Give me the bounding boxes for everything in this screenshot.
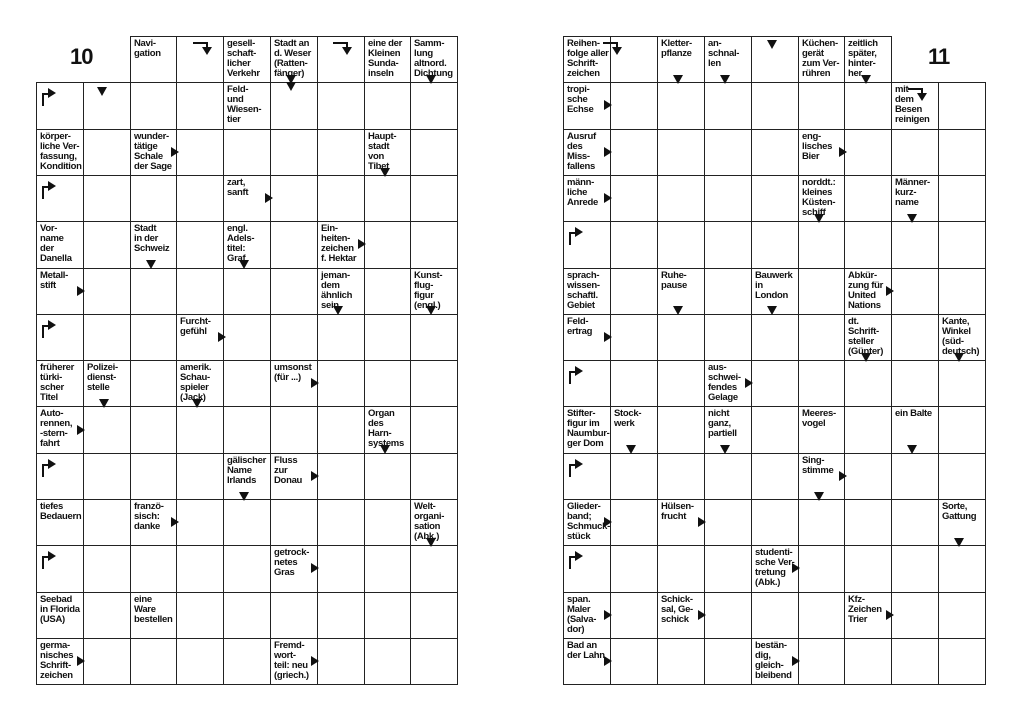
clue-cell: eine Ware bestellen [130, 592, 177, 639]
answer-cell[interactable] [657, 221, 705, 269]
arrow-right-icon [604, 610, 612, 620]
clue-cell: getrock- netes Gras [270, 545, 318, 593]
page-number-left: 10 [70, 44, 93, 69]
clue-cell: germa- nisches Schrift- zeichen [36, 638, 84, 685]
answer-cell[interactable] [798, 499, 845, 546]
answer-cell[interactable] [223, 592, 271, 639]
clue-cell: mit dem Besen reinigen [891, 82, 939, 130]
answer-cell[interactable] [798, 592, 845, 639]
answer-cell[interactable] [704, 129, 752, 176]
answer-cell[interactable] [891, 499, 939, 546]
answer-cell[interactable] [130, 268, 177, 315]
arrow-down-icon [954, 538, 964, 547]
arrow-right-icon [604, 147, 612, 157]
arrow-right-icon [886, 286, 894, 296]
answer-cell[interactable] [176, 129, 224, 176]
answer-cell[interactable] [410, 82, 458, 130]
clue-cell: bestän- dig, gleich- bleibend [751, 638, 799, 685]
answer-cell[interactable] [844, 82, 892, 130]
clue-cell: Hülsen- frucht [657, 499, 705, 546]
arrow-right-icon [311, 656, 319, 666]
answer-cell[interactable] [223, 268, 271, 315]
arrow-down-icon [97, 87, 107, 96]
clue-cell: eine der Kleinen Sunda- inseln [364, 36, 411, 83]
answer-cell[interactable] [130, 453, 177, 500]
clue-cell: Furcht- gefühl [176, 314, 224, 361]
arrow-right-icon [311, 471, 319, 481]
page-number-right: 11 [928, 44, 950, 69]
answer-cell[interactable] [657, 82, 705, 130]
answer-cell[interactable] [83, 221, 131, 269]
arrow-right-icon [265, 193, 273, 203]
answer-cell[interactable] [938, 129, 986, 176]
clue-cell: ein Balte [891, 406, 939, 454]
answer-cell[interactable] [751, 406, 799, 454]
answer-cell[interactable] [176, 406, 224, 454]
answer-cell[interactable] [130, 314, 177, 361]
arrow-down-icon [720, 445, 730, 454]
clue-cell: Samm- lung altnord. Dichtung [410, 36, 458, 83]
answer-cell[interactable] [657, 545, 705, 593]
answer-cell[interactable] [938, 592, 986, 639]
answer-cell[interactable] [610, 360, 658, 407]
answer-cell[interactable] [36, 545, 84, 593]
answer-cell[interactable] [610, 175, 658, 222]
arrow-right-icon [604, 656, 612, 666]
clue-cell: Ausruf des Miss- fallens [563, 129, 611, 176]
answer-cell[interactable] [844, 638, 892, 685]
answer-cell[interactable] [704, 175, 752, 222]
clue-cell: männ- liche Anrede [563, 175, 611, 222]
answer-cell[interactable] [36, 82, 84, 130]
answer-cell[interactable] [704, 314, 752, 361]
arrow-right-icon [745, 378, 753, 388]
answer-cell[interactable] [938, 82, 986, 130]
arrow-down-icon [99, 399, 109, 408]
clue-cell: norddt.: kleines Küsten- schiff [798, 175, 845, 222]
answer-cell[interactable] [657, 129, 705, 176]
answer-cell[interactable] [657, 453, 705, 500]
arrow-down-icon [814, 492, 824, 501]
answer-cell[interactable] [657, 360, 705, 407]
arrow-right-icon [77, 425, 85, 435]
answer-cell[interactable] [891, 545, 939, 593]
arrow-down-icon [814, 214, 824, 223]
arrow-right-icon [792, 656, 800, 666]
answer-cell[interactable] [704, 592, 752, 639]
answer-cell[interactable] [410, 545, 458, 593]
clue-cell: Haupt- stadt von Tibet [364, 129, 411, 176]
clue-cell: früherer türki- scher Titel [36, 360, 84, 407]
arrow-down-icon [861, 75, 871, 84]
answer-cell[interactable] [938, 268, 986, 315]
answer-cell[interactable] [657, 175, 705, 222]
arrow-down-icon [333, 306, 343, 315]
answer-cell[interactable] [176, 268, 224, 315]
answer-cell[interactable] [223, 360, 271, 407]
arrow-down-icon [673, 75, 683, 84]
clue-cell: Stadt in der Schweiz [130, 221, 177, 269]
clue-cell: Fluss zur Donau [270, 453, 318, 500]
answer-cell[interactable] [563, 545, 611, 593]
answer-cell[interactable] [798, 221, 845, 269]
answer-cell[interactable] [270, 592, 318, 639]
answer-cell[interactable] [891, 129, 939, 176]
answer-cell[interactable] [798, 638, 845, 685]
answer-cell[interactable] [798, 82, 845, 130]
answer-cell[interactable] [176, 221, 224, 269]
answer-cell[interactable] [364, 638, 411, 685]
answer-cell[interactable] [610, 592, 658, 639]
arrow-down-icon [239, 260, 249, 269]
answer-cell[interactable] [130, 638, 177, 685]
answer-cell[interactable] [844, 453, 892, 500]
clue-cell: Bad an der Lahn [563, 638, 611, 685]
answer-cell[interactable] [83, 499, 131, 546]
answer-cell[interactable] [364, 314, 411, 361]
clue-cell: umsonst (für ...) [270, 360, 318, 407]
answer-cell[interactable] [610, 82, 658, 130]
arrow-right-icon [698, 610, 706, 620]
arrow-right-icon [886, 610, 894, 620]
arrow-down-icon [426, 75, 436, 84]
clue-cell: Glieder- band; Schmuck- stück [563, 499, 611, 546]
answer-cell[interactable] [317, 175, 365, 222]
clue-cell: körper- liche Ver- fassung, Kondition [36, 129, 84, 176]
clue-cell: Reihen- folge aller Schrift- zeichen [563, 36, 611, 83]
answer-cell[interactable] [317, 592, 365, 639]
answer-cell[interactable] [176, 638, 224, 685]
clue-cell: Polizei- dienst- stelle [83, 360, 131, 407]
answer-cell[interactable] [844, 221, 892, 269]
answer-cell[interactable] [364, 453, 411, 500]
answer-cell[interactable] [223, 499, 271, 546]
clue-cell: Bauwerk in London [751, 268, 799, 315]
answer-cell[interactable] [657, 406, 705, 454]
answer-cell[interactable] [83, 453, 131, 500]
clue-cell: tropi- sche Echse [563, 82, 611, 130]
arrow-right-icon [839, 471, 847, 481]
answer-cell[interactable] [270, 175, 318, 222]
answer-cell[interactable] [610, 499, 658, 546]
answer-cell[interactable] [130, 360, 177, 407]
answer-cell[interactable] [704, 499, 752, 546]
clue-cell: nicht ganz, partiell [704, 406, 752, 454]
clue-cell: zeitlich später, hinter- her [844, 36, 892, 83]
answer-cell[interactable] [176, 499, 224, 546]
answer-cell[interactable] [938, 360, 986, 407]
answer-cell[interactable] [317, 129, 365, 176]
clue-cell: sprach- wissen- schaftl. Gebiet [563, 268, 611, 315]
arrow-down-icon [192, 399, 202, 408]
arrow-right-icon [171, 517, 179, 527]
arrow-right-icon [604, 193, 612, 203]
answer-cell[interactable] [844, 175, 892, 222]
answer-cell[interactable] [751, 592, 799, 639]
answer-cell[interactable] [130, 82, 177, 130]
answer-cell[interactable] [364, 499, 411, 546]
answer-cell[interactable] [751, 360, 799, 407]
answer-cell[interactable] [317, 638, 365, 685]
clue-cell: Stock- werk [610, 406, 658, 454]
answer-cell[interactable] [364, 175, 411, 222]
answer-cell[interactable] [270, 314, 318, 361]
answer-cell[interactable] [704, 221, 752, 269]
answer-cell[interactable] [317, 545, 365, 593]
arrow-down-icon [767, 306, 777, 315]
clue-cell: Stadt an d. Weser (Ratten- fänger) [270, 36, 318, 83]
answer-cell[interactable] [844, 360, 892, 407]
answer-cell[interactable] [83, 592, 131, 639]
answer-cell[interactable] [83, 129, 131, 176]
answer-cell[interactable] [751, 129, 799, 176]
answer-cell[interactable] [751, 314, 799, 361]
arrow-right-icon [839, 147, 847, 157]
answer-cell[interactable] [364, 82, 411, 130]
answer-cell[interactable] [798, 545, 845, 593]
answer-cell[interactable] [270, 406, 318, 454]
answer-cell[interactable] [176, 545, 224, 593]
answer-cell[interactable] [176, 592, 224, 639]
answer-cell[interactable] [223, 129, 271, 176]
clue-cell: zart, sanft [223, 175, 271, 222]
clue-cell: Küchen- gerät zum Ver- rühren [798, 36, 845, 83]
arrow-down-icon [146, 260, 156, 269]
answer-cell[interactable] [176, 453, 224, 500]
answer-cell[interactable] [610, 453, 658, 500]
answer-cell[interactable] [364, 545, 411, 593]
arrow-right-icon [358, 239, 366, 249]
answer-cell[interactable] [844, 499, 892, 546]
answer-cell[interactable] [751, 499, 799, 546]
clue-cell: an- schnal- len [704, 36, 752, 83]
answer-cell[interactable] [563, 221, 611, 269]
answer-cell[interactable] [891, 592, 939, 639]
arrow-right-icon [171, 147, 179, 157]
answer-cell[interactable] [410, 360, 458, 407]
answer-cell[interactable] [364, 592, 411, 639]
clue-cell: Kante, Winkel (süd- deutsch) [938, 314, 986, 361]
answer-cell[interactable] [844, 406, 892, 454]
answer-cell[interactable] [891, 638, 939, 685]
answer-cell[interactable] [610, 268, 658, 315]
answer-cell[interactable] [176, 175, 224, 222]
answer-cell[interactable] [751, 175, 799, 222]
clue-cell: Metall- stift [36, 268, 84, 315]
answer-cell[interactable] [83, 268, 131, 315]
answer-cell[interactable] [751, 82, 799, 130]
answer-cell[interactable] [704, 82, 752, 130]
clue-cell: Seebad in Florida (USA) [36, 592, 84, 639]
arrow-down-icon [954, 353, 964, 362]
answer-cell[interactable] [364, 221, 411, 269]
clue-cell: eng- lisches Bier [798, 129, 845, 176]
answer-cell[interactable] [704, 453, 752, 500]
answer-cell[interactable] [317, 314, 365, 361]
clue-cell: Sing- stimme [798, 453, 845, 500]
answer-cell[interactable] [751, 453, 799, 500]
answer-cell[interactable] [176, 82, 224, 130]
answer-cell[interactable] [844, 129, 892, 176]
answer-cell[interactable] [657, 638, 705, 685]
clue-cell: span. Maler (Salva- dor) [563, 592, 611, 639]
answer-cell[interactable] [364, 360, 411, 407]
answer-cell[interactable] [317, 360, 365, 407]
arrow-right-icon [77, 656, 85, 666]
arrow-right-icon [77, 286, 85, 296]
answer-cell[interactable] [891, 268, 939, 315]
clue-cell: amerik. Schau- spieler (Jack) [176, 360, 224, 407]
arrow-down-icon [626, 445, 636, 454]
answer-cell[interactable] [938, 175, 986, 222]
answer-cell[interactable] [798, 314, 845, 361]
arrow-right-icon [311, 563, 319, 573]
answer-cell[interactable] [83, 82, 131, 130]
answer-cell[interactable] [610, 221, 658, 269]
clue-cell: Vor- name der Danella [36, 221, 84, 269]
arrow-down-icon [380, 168, 390, 177]
clue-cell: Sorte, Gattung [938, 499, 986, 546]
clue-cell: Meeres- vogel [798, 406, 845, 454]
arrow-down-icon [673, 306, 683, 315]
answer-cell[interactable] [610, 545, 658, 593]
answer-cell[interactable] [410, 221, 458, 269]
answer-cell[interactable] [270, 499, 318, 546]
clue-cell: Auto- rennen, -stern- fahrt [36, 406, 84, 454]
clue-cell: Feld- und Wiesen- tier [223, 82, 271, 130]
answer-cell[interactable] [317, 453, 365, 500]
answer-cell[interactable] [410, 406, 458, 454]
answer-cell[interactable] [223, 545, 271, 593]
clue-cell: studenti- sche Ver- tretung (Abk.) [751, 545, 799, 593]
clue-cell: Navi- gation [130, 36, 177, 83]
arrow-down-icon [907, 445, 917, 454]
arrow-down-icon [426, 538, 436, 547]
answer-cell[interactable] [410, 592, 458, 639]
answer-cell[interactable] [410, 129, 458, 176]
arrow-down-icon [767, 40, 777, 49]
answer-cell[interactable] [83, 175, 131, 222]
answer-cell[interactable] [844, 545, 892, 593]
answer-cell[interactable] [364, 268, 411, 315]
answer-cell[interactable] [83, 314, 131, 361]
arrow-right-icon [698, 517, 706, 527]
clue-cell: Schick- sal, Ge- schick [657, 592, 705, 639]
answer-cell[interactable] [704, 545, 752, 593]
answer-cell[interactable] [938, 406, 986, 454]
clue-cell: Organ des Harn- systems [364, 406, 411, 454]
clue-cell: gälischer Name Irlands [223, 453, 271, 500]
clue-cell: wunder- tätige Schale der Sage [130, 129, 177, 176]
arrow-down-icon [286, 82, 296, 91]
answer-cell[interactable] [270, 268, 318, 315]
answer-cell[interactable] [83, 545, 131, 593]
arrow-down-icon [907, 214, 917, 223]
clue-cell: Abkür- zung für United Nations [844, 268, 892, 315]
clue-cell: Feld- ertrag [563, 314, 611, 361]
answer-cell[interactable] [610, 638, 658, 685]
arrow-down-icon [239, 492, 249, 501]
clue-cell: Stifter- figur im Naumbur- ger Dom [563, 406, 611, 454]
clue-cell: engl. Adels- titel: Graf [223, 221, 271, 269]
answer-cell[interactable] [130, 175, 177, 222]
answer-cell[interactable] [891, 453, 939, 500]
answer-cell[interactable] [938, 638, 986, 685]
answer-cell[interactable] [317, 82, 365, 130]
clue-cell: dt. Schrift- steller (Günter) [844, 314, 892, 361]
answer-cell[interactable] [410, 453, 458, 500]
answer-cell[interactable] [704, 268, 752, 315]
clue-cell: franzö- sisch: danke [130, 499, 177, 546]
answer-cell[interactable] [798, 268, 845, 315]
answer-cell[interactable] [83, 638, 131, 685]
arrow-right-icon [311, 378, 319, 388]
arrow-down-icon [426, 306, 436, 315]
clue-cell: Ruhe- pause [657, 268, 705, 315]
clue-cell: Ein- heiten- zeichen f. Hektar [317, 221, 365, 269]
answer-cell[interactable] [891, 314, 939, 361]
answer-cell[interactable] [270, 129, 318, 176]
answer-cell[interactable] [410, 638, 458, 685]
answer-cell[interactable] [83, 406, 131, 454]
answer-cell[interactable] [938, 545, 986, 593]
answer-cell[interactable] [317, 499, 365, 546]
answer-cell[interactable] [751, 221, 799, 269]
answer-cell[interactable] [938, 221, 986, 269]
answer-cell[interactable] [130, 545, 177, 593]
arrow-right-icon [604, 100, 612, 110]
answer-cell[interactable] [891, 360, 939, 407]
answer-cell[interactable] [410, 175, 458, 222]
arrow-right-icon [792, 563, 800, 573]
answer-cell[interactable] [798, 360, 845, 407]
arrow-down-icon [380, 445, 390, 454]
answer-cell[interactable] [610, 314, 658, 361]
clue-cell: Kletter- pflanze [657, 36, 705, 83]
clue-cell: Männer- kurz- name [891, 175, 939, 222]
answer-cell[interactable] [891, 221, 939, 269]
answer-cell[interactable] [130, 406, 177, 454]
clue-cell: gesell- schaft- licher Verkehr [223, 36, 271, 83]
answer-cell[interactable] [223, 638, 271, 685]
answer-cell[interactable] [223, 314, 271, 361]
clue-cell: jeman- dem ähnlich sein [317, 268, 365, 315]
clue-cell: aus- schwei- fendes Gelage [704, 360, 752, 407]
clue-cell: tiefes Bedauern [36, 499, 84, 546]
arrow-down-icon [861, 353, 871, 362]
clue-cell: Fremd- wort- teil: neu (griech.) [270, 638, 318, 685]
answer-cell[interactable] [610, 129, 658, 176]
arrow-down-icon [720, 75, 730, 84]
answer-cell[interactable] [410, 314, 458, 361]
arrow-right-icon [604, 332, 612, 342]
answer-cell[interactable] [704, 638, 752, 685]
clue-cell: Kfz- Zeichen Trier [844, 592, 892, 639]
arrow-right-icon [604, 517, 612, 527]
clue-cell: Welt- organi- sation (Abk.) [410, 499, 458, 546]
arrow-right-icon [218, 332, 226, 342]
answer-cell[interactable] [223, 406, 271, 454]
answer-cell[interactable] [657, 314, 705, 361]
answer-cell[interactable] [317, 406, 365, 454]
answer-cell[interactable] [938, 453, 986, 500]
clue-cell: Kunst- flug- figur (engl.) [410, 268, 458, 315]
answer-cell[interactable] [270, 221, 318, 269]
